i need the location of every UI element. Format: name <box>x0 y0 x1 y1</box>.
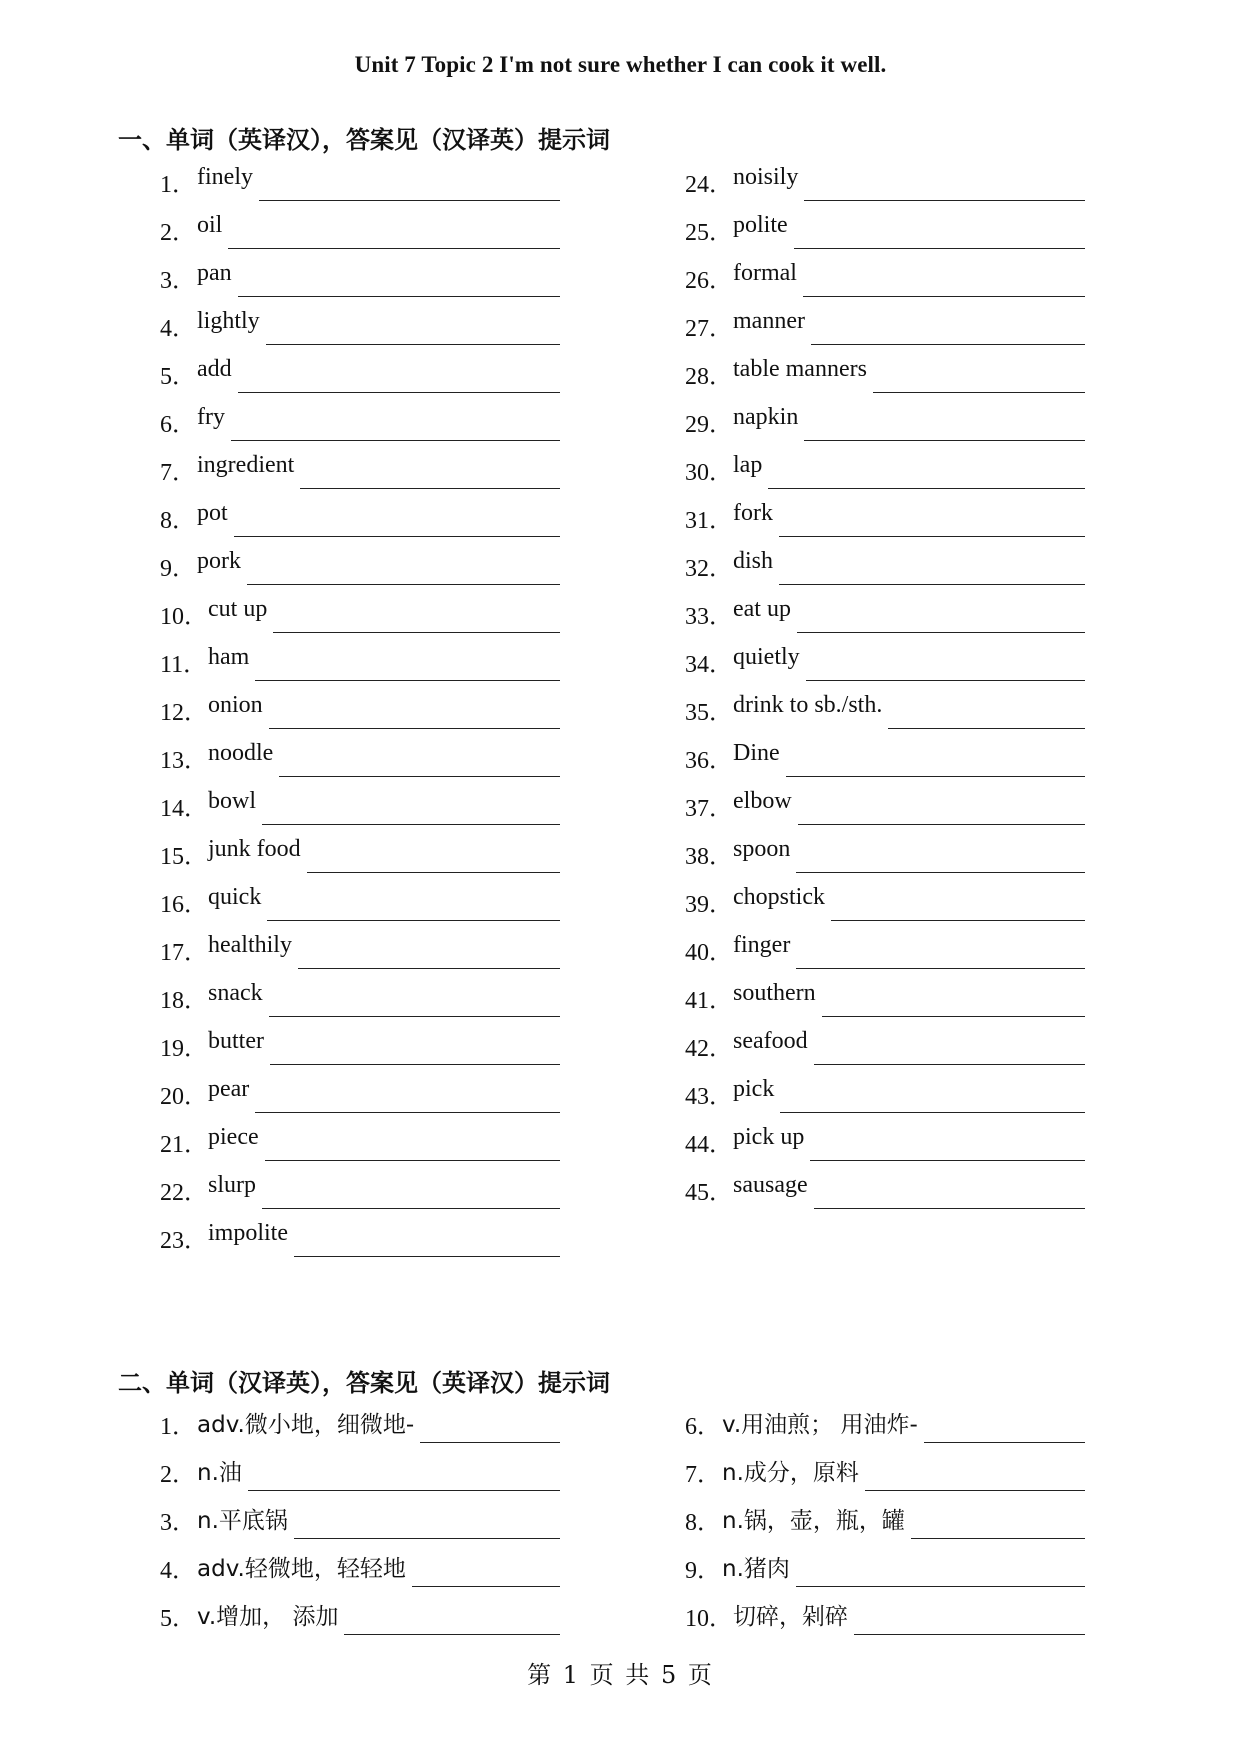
item-number: 6． <box>685 1414 721 1440</box>
exercise-item <box>685 500 1085 548</box>
exercise-item <box>160 740 560 788</box>
section-1-right-column <box>685 164 1085 1220</box>
page-footer: 第 1 页 共 5 页 <box>527 1661 714 1689</box>
answer-blank[interactable] <box>300 488 560 489</box>
item-prompt: pick <box>733 1076 775 1102</box>
answer-blank[interactable] <box>814 1064 1085 1065</box>
exercise-item <box>685 788 1085 836</box>
item-prompt: n.锅，壶，瓶，罐 <box>722 1508 905 1534</box>
item-number: 45． <box>685 1180 733 1206</box>
exercise-item <box>160 164 560 212</box>
item-prompt: junk food <box>208 836 301 862</box>
exercise-item <box>160 260 560 308</box>
item-prompt: lightly <box>197 308 260 334</box>
answer-blank[interactable] <box>779 536 1085 537</box>
item-prompt: snack <box>208 980 263 1006</box>
answer-blank[interactable] <box>811 344 1085 345</box>
item-number: 17． <box>160 940 208 966</box>
exercise-item <box>685 1598 1085 1646</box>
answer-blank[interactable] <box>810 1160 1085 1161</box>
exercise-item <box>685 164 1085 212</box>
item-prompt: adv.微小地，细微地- <box>197 1412 415 1438</box>
exercise-item <box>160 932 560 980</box>
item-number: 12． <box>160 700 208 726</box>
answer-blank[interactable] <box>779 584 1085 585</box>
item-prompt: drink to sb./sth. <box>733 692 883 718</box>
item-prompt: v.增加， 添加 <box>197 1604 339 1630</box>
item-prompt: pot <box>197 500 228 526</box>
item-prompt: noodle <box>208 740 274 766</box>
answer-blank[interactable] <box>796 872 1085 873</box>
item-prompt: table manners <box>733 356 867 382</box>
item-prompt: spoon <box>733 836 791 862</box>
item-number: 3． <box>160 1510 196 1536</box>
answer-blank[interactable] <box>273 632 560 633</box>
answer-blank[interactable] <box>865 1490 1085 1491</box>
item-number: 38． <box>685 844 733 870</box>
answer-blank[interactable] <box>267 920 560 921</box>
exercise-item <box>160 1076 560 1124</box>
item-prompt: Dine <box>733 740 780 766</box>
answer-blank[interactable] <box>279 776 560 777</box>
item-number: 32． <box>685 556 733 582</box>
exercise-item <box>160 980 560 1028</box>
item-prompt: pick up <box>733 1124 805 1150</box>
exercise-item <box>160 1220 560 1268</box>
answer-blank[interactable] <box>804 200 1085 201</box>
exercise-item <box>160 308 560 356</box>
item-prompt: quietly <box>733 644 800 670</box>
answer-blank[interactable] <box>806 680 1085 681</box>
exercise-item <box>685 932 1085 980</box>
item-number: 29． <box>685 412 733 438</box>
exercise-item <box>685 1172 1085 1220</box>
item-prompt: n.猪肉 <box>722 1556 790 1582</box>
answer-blank[interactable] <box>344 1634 560 1635</box>
exercise-item <box>160 788 560 836</box>
item-prompt: healthily <box>208 932 292 958</box>
item-number: 9． <box>160 556 196 582</box>
exercise-item <box>160 1124 560 1172</box>
item-number: 43． <box>685 1084 733 1110</box>
answer-blank[interactable] <box>804 440 1085 441</box>
answer-blank[interactable] <box>255 1112 560 1113</box>
exercise-item <box>685 1454 1085 1502</box>
section-2-heading: 二、单词（汉译英），答案见（英译汉）提示词 <box>118 1369 610 1397</box>
answer-blank[interactable] <box>911 1538 1085 1539</box>
item-prompt: dish <box>733 548 774 574</box>
exercise-item <box>685 692 1085 740</box>
item-prompt: add <box>197 356 232 382</box>
item-prompt: ham <box>208 644 250 670</box>
exercise-item <box>160 644 560 692</box>
item-prompt: eat up <box>733 596 791 622</box>
item-prompt: ingredient <box>197 452 295 478</box>
exercise-item <box>160 212 560 260</box>
exercise-item <box>685 356 1085 404</box>
item-prompt: n.成分，原料 <box>722 1460 859 1486</box>
answer-blank[interactable] <box>307 872 560 873</box>
exercise-item <box>685 1028 1085 1076</box>
section-1-heading: 一、单词（英译汉），答案见（汉译英）提示词 <box>118 126 610 154</box>
exercise-item <box>685 1406 1085 1454</box>
item-number: 1． <box>160 1414 196 1440</box>
item-number: 22． <box>160 1180 208 1206</box>
exercise-item <box>685 1124 1085 1172</box>
item-number: 25． <box>685 220 733 246</box>
item-prompt: 切碎，剁碎 <box>733 1604 848 1630</box>
item-number: 20． <box>160 1084 208 1110</box>
item-prompt: piece <box>208 1124 259 1150</box>
item-number: 14． <box>160 796 208 822</box>
answer-blank[interactable] <box>269 1016 560 1017</box>
section-2-right-column <box>685 1406 1085 1646</box>
answer-blank[interactable] <box>228 248 560 249</box>
item-number: 41． <box>685 988 733 1014</box>
answer-blank[interactable] <box>854 1634 1085 1635</box>
exercise-item <box>160 884 560 932</box>
answer-blank[interactable] <box>888 728 1085 729</box>
item-number: 42． <box>685 1036 733 1062</box>
answer-blank[interactable] <box>262 1208 560 1209</box>
item-number: 35． <box>685 700 733 726</box>
exercise-item <box>160 1172 560 1220</box>
exercise-item <box>685 1550 1085 1598</box>
item-number: 36． <box>685 748 733 774</box>
item-number: 6． <box>160 412 196 438</box>
item-number: 10． <box>685 1606 733 1632</box>
section-2-left-column <box>160 1406 560 1646</box>
answer-blank[interactable] <box>796 968 1085 969</box>
exercise-item <box>685 836 1085 884</box>
item-number: 31． <box>685 508 733 534</box>
exercise-item <box>160 1598 560 1646</box>
exercise-item <box>160 692 560 740</box>
section-1-left-column <box>160 164 560 1268</box>
item-number: 37． <box>685 796 733 822</box>
item-number: 2． <box>160 1462 196 1488</box>
item-prompt: slurp <box>208 1172 256 1198</box>
exercise-item <box>685 548 1085 596</box>
item-number: 10． <box>160 604 208 630</box>
answer-blank[interactable] <box>768 488 1085 489</box>
answer-blank[interactable] <box>294 1256 560 1257</box>
item-prompt: southern <box>733 980 816 1006</box>
item-number: 9． <box>685 1558 721 1584</box>
item-number: 8． <box>160 508 196 534</box>
answer-blank[interactable] <box>262 824 560 825</box>
answer-blank[interactable] <box>803 296 1085 297</box>
item-prompt: chopstick <box>733 884 825 910</box>
item-prompt: napkin <box>733 404 799 430</box>
item-number: 4． <box>160 316 196 342</box>
item-number: 13． <box>160 748 208 774</box>
answer-blank[interactable] <box>259 200 560 201</box>
exercise-item <box>685 596 1085 644</box>
item-number: 7． <box>160 460 196 486</box>
answer-blank[interactable] <box>794 248 1085 249</box>
answer-blank[interactable] <box>294 1538 560 1539</box>
exercise-item <box>160 836 560 884</box>
answer-blank[interactable] <box>298 968 560 969</box>
item-prompt: onion <box>208 692 263 718</box>
answer-blank[interactable] <box>270 1064 560 1065</box>
item-number: 16． <box>160 892 208 918</box>
answer-blank[interactable] <box>822 1016 1085 1017</box>
item-prompt: pan <box>197 260 232 286</box>
answer-blank[interactable] <box>780 1112 1085 1113</box>
item-number: 19． <box>160 1036 208 1062</box>
item-number: 40． <box>685 940 733 966</box>
item-prompt: formal <box>733 260 797 286</box>
item-number: 18． <box>160 988 208 1014</box>
item-prompt: cut up <box>208 596 268 622</box>
item-number: 15． <box>160 844 208 870</box>
answer-blank[interactable] <box>798 824 1085 825</box>
exercise-item <box>160 596 560 644</box>
item-prompt: adv.轻微地，轻轻地 <box>197 1556 406 1582</box>
exercise-item <box>685 884 1085 932</box>
item-number: 24． <box>685 172 733 198</box>
answer-blank[interactable] <box>231 440 560 441</box>
page-title: Unit 7 Topic 2 I'm not sure whether I can cook it well. <box>354 52 887 77</box>
answer-blank[interactable] <box>238 392 560 393</box>
item-prompt: fry <box>197 404 225 430</box>
item-number: 33． <box>685 604 733 630</box>
answer-blank[interactable] <box>786 776 1085 777</box>
item-number: 44． <box>685 1132 733 1158</box>
item-number: 2． <box>160 220 196 246</box>
answer-blank[interactable] <box>265 1160 560 1161</box>
exercise-item <box>160 1028 560 1076</box>
exercise-item <box>160 548 560 596</box>
item-prompt: oil <box>197 212 223 238</box>
item-prompt: lap <box>733 452 763 478</box>
exercise-item <box>160 1454 560 1502</box>
exercise-item <box>685 452 1085 500</box>
item-prompt: finger <box>733 932 791 958</box>
answer-blank[interactable] <box>266 344 560 345</box>
item-number: 26． <box>685 268 733 294</box>
item-number: 11． <box>160 652 208 678</box>
answer-blank[interactable] <box>831 920 1085 921</box>
exercise-item <box>160 1550 560 1598</box>
answer-blank[interactable] <box>924 1442 1085 1443</box>
item-prompt: quick <box>208 884 262 910</box>
item-prompt: sausage <box>733 1172 808 1198</box>
exercise-item <box>685 1076 1085 1124</box>
item-prompt: finely <box>197 164 253 190</box>
item-prompt: fork <box>733 500 773 526</box>
exercise-item <box>685 980 1085 1028</box>
item-prompt: noisily <box>733 164 799 190</box>
answer-blank[interactable] <box>796 1586 1085 1587</box>
item-prompt: butter <box>208 1028 264 1054</box>
exercise-item <box>160 500 560 548</box>
item-prompt: n.油 <box>197 1460 242 1486</box>
item-prompt: impolite <box>208 1220 288 1246</box>
item-number: 27． <box>685 316 733 342</box>
exercise-item <box>685 212 1085 260</box>
exercise-item <box>160 452 560 500</box>
answer-blank[interactable] <box>238 296 560 297</box>
item-prompt: manner <box>733 308 805 334</box>
exercise-item <box>160 356 560 404</box>
item-number: 5． <box>160 364 196 390</box>
item-number: 34． <box>685 652 733 678</box>
item-number: 8． <box>685 1510 721 1536</box>
answer-blank[interactable] <box>420 1442 560 1443</box>
exercise-item <box>160 404 560 452</box>
answer-blank[interactable] <box>797 632 1085 633</box>
answer-blank[interactable] <box>234 536 560 537</box>
item-number: 28． <box>685 364 733 390</box>
item-prompt: seafood <box>733 1028 808 1054</box>
exercise-item <box>685 1502 1085 1550</box>
exercise-item <box>685 644 1085 692</box>
exercise-item <box>160 1502 560 1550</box>
item-number: 39． <box>685 892 733 918</box>
item-number: 1． <box>160 172 196 198</box>
item-prompt: bowl <box>208 788 256 814</box>
exercise-item <box>160 1406 560 1454</box>
item-prompt: v.用油煎； 用油炸- <box>722 1412 918 1438</box>
answer-blank[interactable] <box>412 1586 560 1587</box>
item-prompt: pork <box>197 548 241 574</box>
item-number: 7． <box>685 1462 721 1488</box>
exercise-item <box>685 260 1085 308</box>
answer-blank[interactable] <box>248 1490 560 1491</box>
item-number: 3． <box>160 268 196 294</box>
exercise-item <box>685 740 1085 788</box>
item-number: 21． <box>160 1132 208 1158</box>
item-number: 23． <box>160 1228 208 1254</box>
answer-blank[interactable] <box>255 680 560 681</box>
answer-blank[interactable] <box>814 1208 1085 1209</box>
item-prompt: polite <box>733 212 788 238</box>
exercise-item <box>685 404 1085 452</box>
answer-blank[interactable] <box>269 728 560 729</box>
answer-blank[interactable] <box>873 392 1085 393</box>
item-number: 5． <box>160 1606 196 1632</box>
item-prompt: pear <box>208 1076 250 1102</box>
item-number: 30． <box>685 460 733 486</box>
item-prompt: n.平底锅 <box>197 1508 288 1534</box>
item-prompt: elbow <box>733 788 792 814</box>
answer-blank[interactable] <box>247 584 560 585</box>
exercise-item <box>685 308 1085 356</box>
item-number: 4． <box>160 1558 196 1584</box>
